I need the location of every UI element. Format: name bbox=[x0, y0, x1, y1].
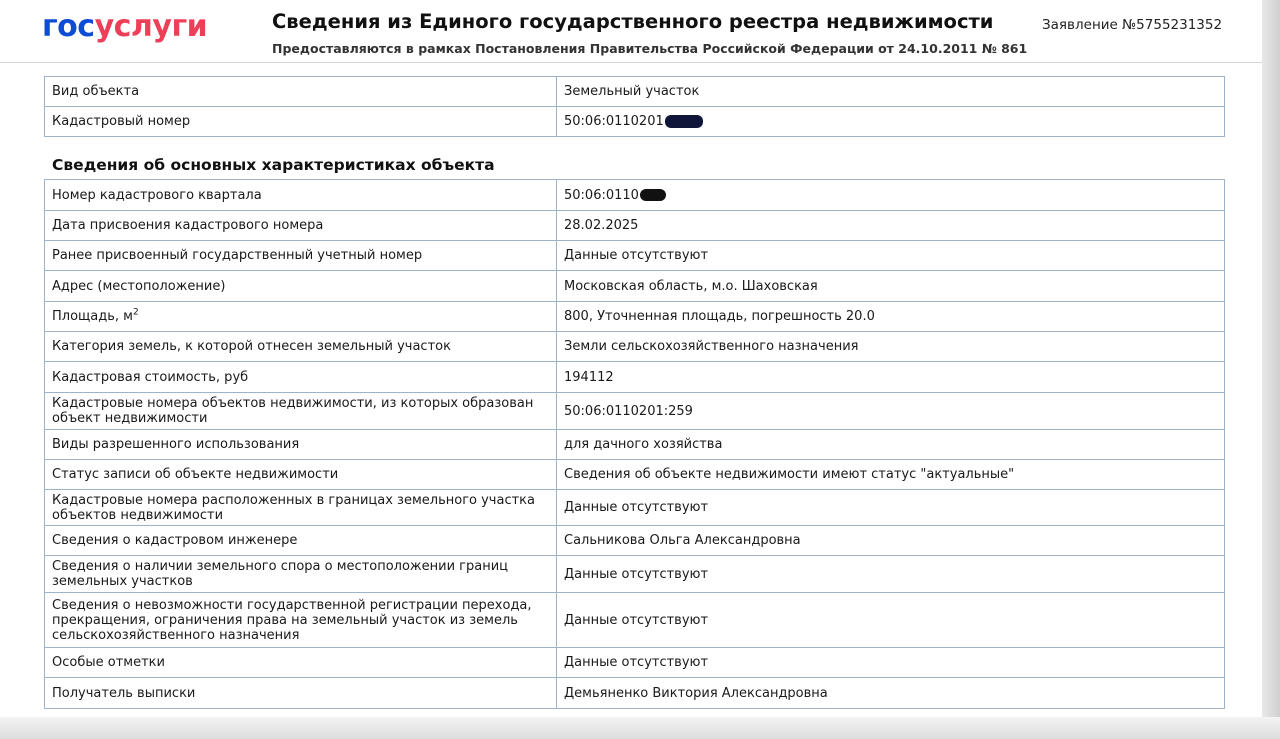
redaction-mark bbox=[665, 115, 703, 128]
table-row bbox=[45, 362, 1225, 393]
row-label: Кадастровая стоимость, руб bbox=[45, 362, 557, 393]
application-number: Заявление №5755231352 bbox=[1042, 17, 1223, 33]
table-row bbox=[45, 271, 1225, 302]
row-label: Сведения о наличии земельного спора о местоположении границ земельных участков bbox=[45, 556, 557, 593]
row-value: Московская область, м.о. Шаховская bbox=[557, 271, 1225, 302]
page-edge-shadow bbox=[1262, 0, 1280, 739]
row-value: Земли сельскохозяйственного назначения bbox=[557, 332, 1225, 362]
row-value: для дачного хозяйства bbox=[557, 430, 1225, 460]
document-title: Сведения из Единого государственного реестра недвижимости bbox=[272, 10, 994, 33]
row-value: Сальникова Ольга Александровна bbox=[557, 526, 1225, 556]
row-value bbox=[557, 107, 1225, 137]
row-label: Получатель выписки bbox=[45, 678, 557, 709]
cadastral-number: 50:06:0110201 bbox=[564, 114, 664, 129]
row-value bbox=[557, 180, 1225, 211]
row-value: Демьяненко Виктория Александровна bbox=[557, 678, 1225, 709]
gosuslugi-logo: госуслуги bbox=[42, 9, 208, 44]
row-value: Данные отсутствуют bbox=[557, 490, 1225, 526]
row-value: Земельный участок bbox=[557, 77, 1225, 107]
document-subtitle: Предоставляются в рамках Постановления Правительства Российской Федерации от 24.10.2011 № 861 bbox=[272, 41, 1028, 56]
characteristics-table bbox=[44, 179, 1225, 709]
row-value: Данные отсутствуют bbox=[557, 648, 1225, 678]
table-row bbox=[45, 460, 1225, 490]
table-row bbox=[45, 211, 1225, 241]
row-label: Статус записи об объекте недвижимости bbox=[45, 460, 557, 490]
table-row bbox=[45, 648, 1225, 678]
row-value: 194112 bbox=[557, 362, 1225, 393]
table-row bbox=[45, 332, 1225, 362]
row-label: Кадастровый номер bbox=[45, 107, 557, 137]
table-row bbox=[45, 180, 1225, 211]
row-label: Площадь, $м^2$ bbox=[45, 302, 557, 332]
row-label: Сведения о невозможности государственной регистрации перехода, прекращения, ограничения права на земельный участок из земель сельскохозяйственного назначения bbox=[45, 593, 557, 648]
table-row bbox=[45, 556, 1225, 593]
row-value: Данные отсутствуют bbox=[557, 241, 1225, 271]
page-bottom-shadow bbox=[0, 717, 1280, 739]
table-row bbox=[45, 241, 1225, 271]
row-label: Виды разрешенного использования bbox=[45, 430, 557, 460]
row-label: Адрес (местоположение) bbox=[45, 271, 557, 302]
table-row bbox=[45, 393, 1225, 430]
row-value: 800, Уточненная площадь, погрешность 20.0 bbox=[557, 302, 1225, 332]
section-title: Сведения об основных характеристиках объекта bbox=[52, 156, 495, 174]
row-value: 28.02.2025 bbox=[557, 211, 1225, 241]
row-label: Дата присвоения кадастрового номера bbox=[45, 211, 557, 241]
row-label: Сведения о кадастровом инженере bbox=[45, 526, 557, 556]
table-row bbox=[45, 593, 1225, 648]
table-row bbox=[45, 302, 1225, 332]
table-row bbox=[45, 430, 1225, 460]
table-row bbox=[45, 490, 1225, 526]
table-row bbox=[45, 107, 1225, 137]
row-label: Особые отметки bbox=[45, 648, 557, 678]
row-label: Кадастровые номера расположенных в границах земельного участка объектов недвижимости bbox=[45, 490, 557, 526]
row-value: 50:06:0110201:259 bbox=[557, 393, 1225, 430]
row-label: Кадастровые номера объектов недвижимости, из которых образован объект недвижимости bbox=[45, 393, 557, 430]
table-row bbox=[45, 77, 1225, 107]
quarter-number: 50:06:0110 bbox=[564, 187, 639, 203]
row-label: Вид объекта bbox=[45, 77, 557, 107]
row-value: Данные отсутствуют bbox=[557, 593, 1225, 648]
document-header bbox=[0, 0, 1262, 63]
row-label: Ранее присвоенный государственный учетный номер bbox=[45, 241, 557, 271]
table-row bbox=[45, 678, 1225, 709]
row-label: Номер кадастрового квартала bbox=[45, 180, 557, 211]
redaction-mark bbox=[640, 189, 666, 201]
general-info-table bbox=[44, 76, 1225, 137]
row-label: Категория земель, к которой отнесен земельный участок bbox=[45, 332, 557, 362]
row-value: Сведения об объекте недвижимости имеют статус "актуальные" bbox=[557, 460, 1225, 490]
row-value: Данные отсутствуют bbox=[557, 556, 1225, 593]
table-row bbox=[45, 526, 1225, 556]
